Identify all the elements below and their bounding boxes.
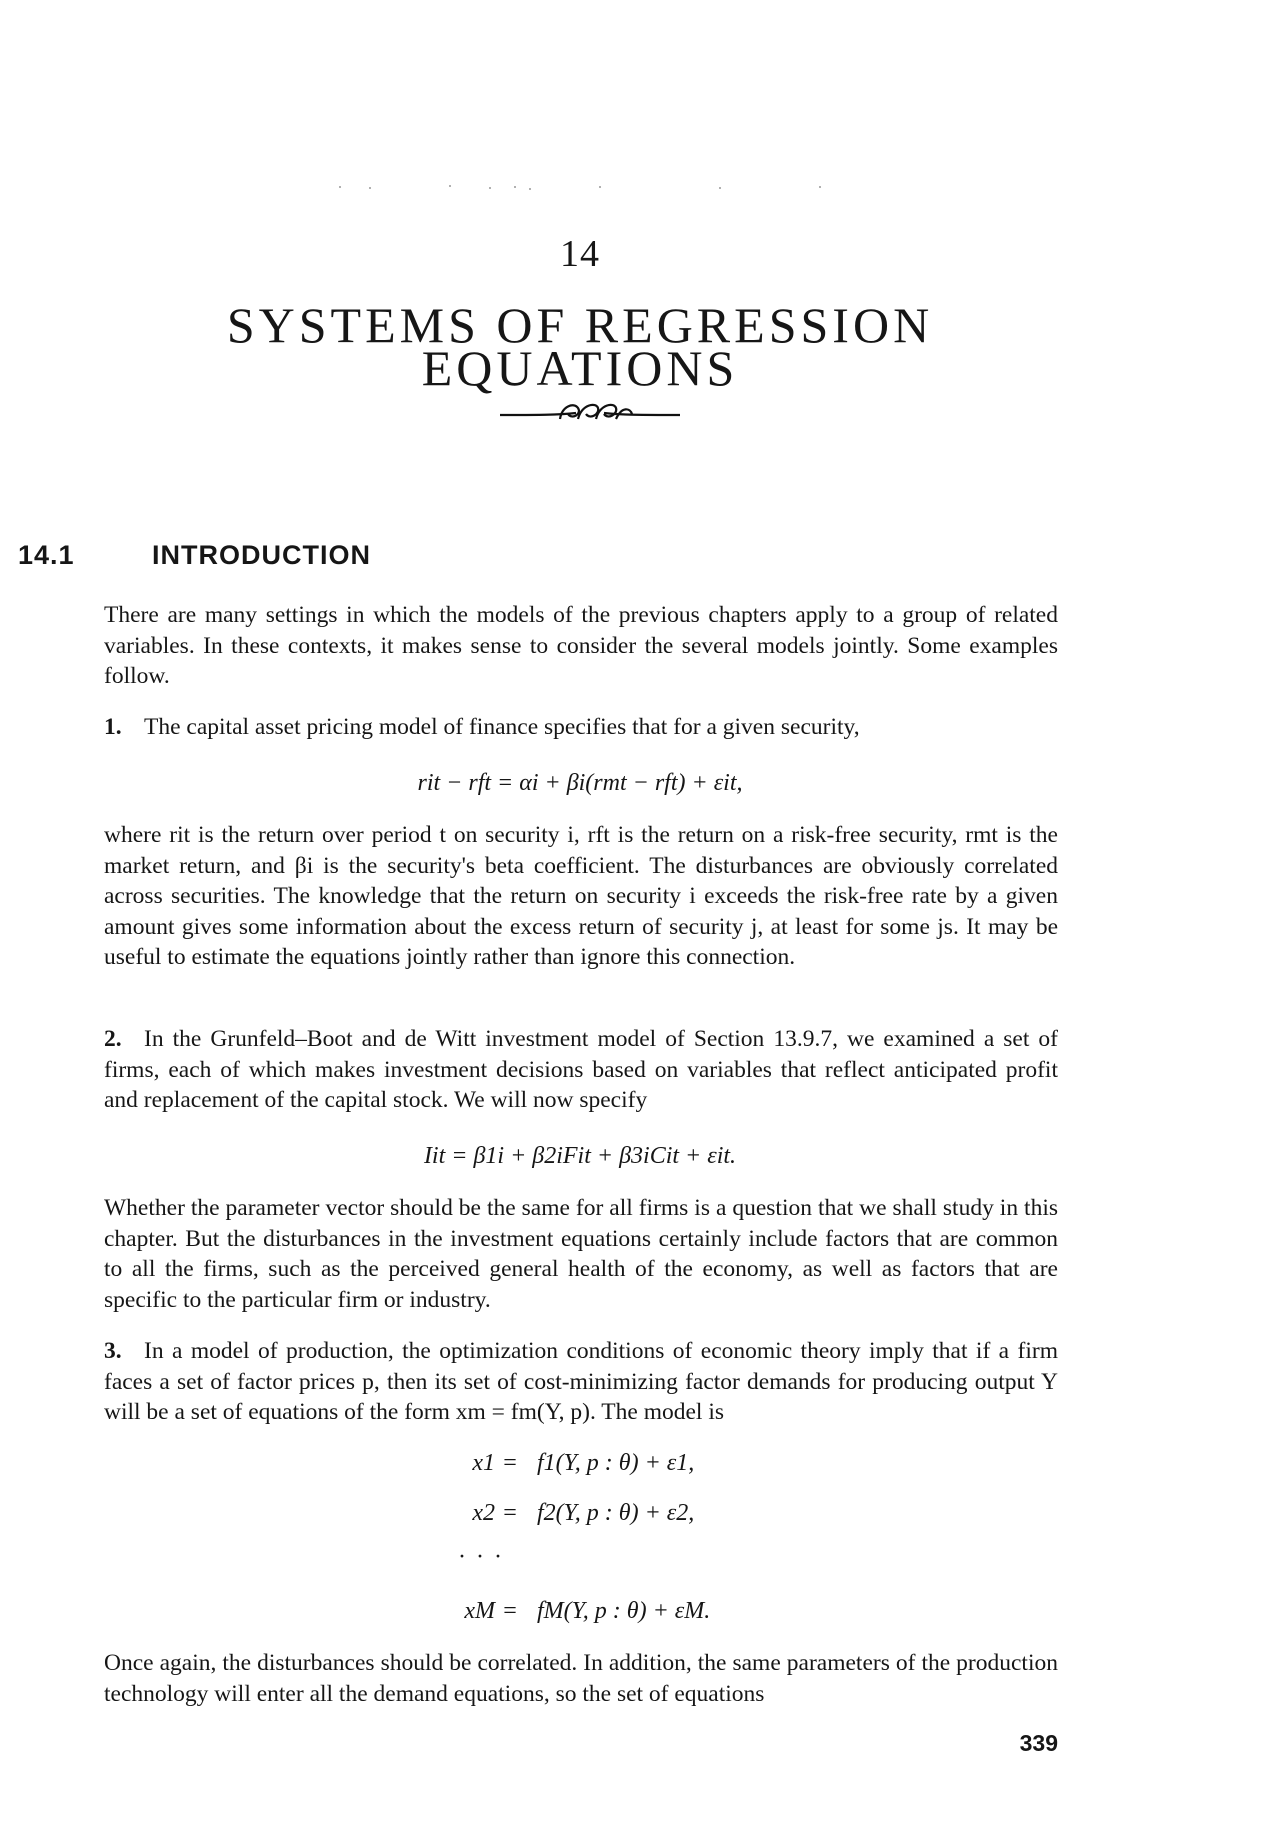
section-number: 14.1 — [18, 540, 75, 570]
intro-paragraph: There are many settings in which the models of the previous chapters apply to a group of related variables. In these contexts, it makes sense to consider the several models jointly. Some examples follow. — [104, 602, 1058, 689]
equation-rhs: f2(Y, p : θ) + ε2, — [537, 1500, 695, 1526]
equation-lhs: xM — [464, 1598, 495, 1624]
item-1-number: 1. — [104, 714, 122, 740]
item-3-text: In a model of production, the optimization conditions of economic theory imply that if a firm faces a set of factor prices p, then its set of cost-minimizing factor demands for producing output Y will be a set of equations of the form xm = fm(Y, p). The model is — [104, 1338, 1058, 1425]
investment-equation: Iit = β1i + β2iFit + β3iCit + εit. — [423, 1143, 737, 1169]
capm-equation: rit − rft = αi + βi(rmt − rft) + εit, — [417, 770, 743, 796]
equals-sign: = — [503, 1500, 517, 1526]
scan-specks — [300, 178, 1000, 186]
decorative-flourish-icon — [498, 398, 682, 424]
item-1-paragraph — [104, 712, 1058, 743]
section-heading — [18, 540, 371, 571]
demand-equation-m — [0, 1594, 1280, 1628]
item-2-text: In the Grunfeld–Boot and de Witt investment model of Section 13.9.7, we examined a set of firms, each of which makes investment decisions based on variables that reflect anticipated profit and replacement of the capital stock. We will now specify — [104, 1026, 1058, 1113]
item-3-number: 3. — [104, 1338, 122, 1364]
demand-equation-1 — [0, 1446, 1280, 1480]
equals-sign: = — [503, 1450, 517, 1476]
equation-rhs: fM(Y, p : θ) + εM. — [537, 1598, 711, 1624]
section-title: INTRODUCTION — [152, 540, 371, 570]
item-2-number: 2. — [104, 1026, 122, 1052]
chapter-title-line-2: EQUATIONS — [421, 340, 739, 396]
item-1-followup-paragraph: where rit is the return over period t on security i, rft is the return on a risk-free security, rmt is the market return, and βi is the security's beta coefficient. The disturbances are obviously correlated across securities. The knowledge that the return on security i exceeds the risk-free rate by a given amount gives some information about the excess return of security j, at least for some js. It may be useful to estimate the equations jointly rather than ignore this connection. — [104, 822, 1058, 970]
chapter-title-line-1: SYSTEMS OF REGRESSION — [226, 297, 934, 353]
closing-paragraph: Once again, the disturbances should be correlated. In addition, the same parameters of the production technology will enter all the demand equations, so the set of equations — [104, 1650, 1058, 1707]
equation-lhs: x1 — [472, 1450, 495, 1476]
item-1-text: The capital asset pricing model of finance specifies that for a given security, — [144, 714, 860, 740]
equation-lhs: x2 — [472, 1500, 495, 1526]
chapter-number: 14 — [560, 233, 600, 275]
demand-equation-2 — [0, 1496, 1280, 1530]
item-3-paragraph — [104, 1336, 1058, 1428]
demand-equation-ellipsis — [0, 1540, 1280, 1574]
equals-sign: = — [503, 1598, 517, 1624]
ellipsis: · · · — [458, 1544, 504, 1570]
item-2-followup-paragraph: Whether the parameter vector should be the same for all firms is a question that we shall study in this chapter. But the disturbances in the investment equations certainly include factors that are common to all the firms, such as the perceived general health of the economy, as well as factors that are specific to the particular firm or industry. — [104, 1195, 1058, 1313]
page-number: 339 — [1019, 1730, 1058, 1756]
item-2-paragraph — [104, 1024, 1058, 1116]
equation-rhs: f1(Y, p : θ) + ε1, — [537, 1450, 695, 1476]
